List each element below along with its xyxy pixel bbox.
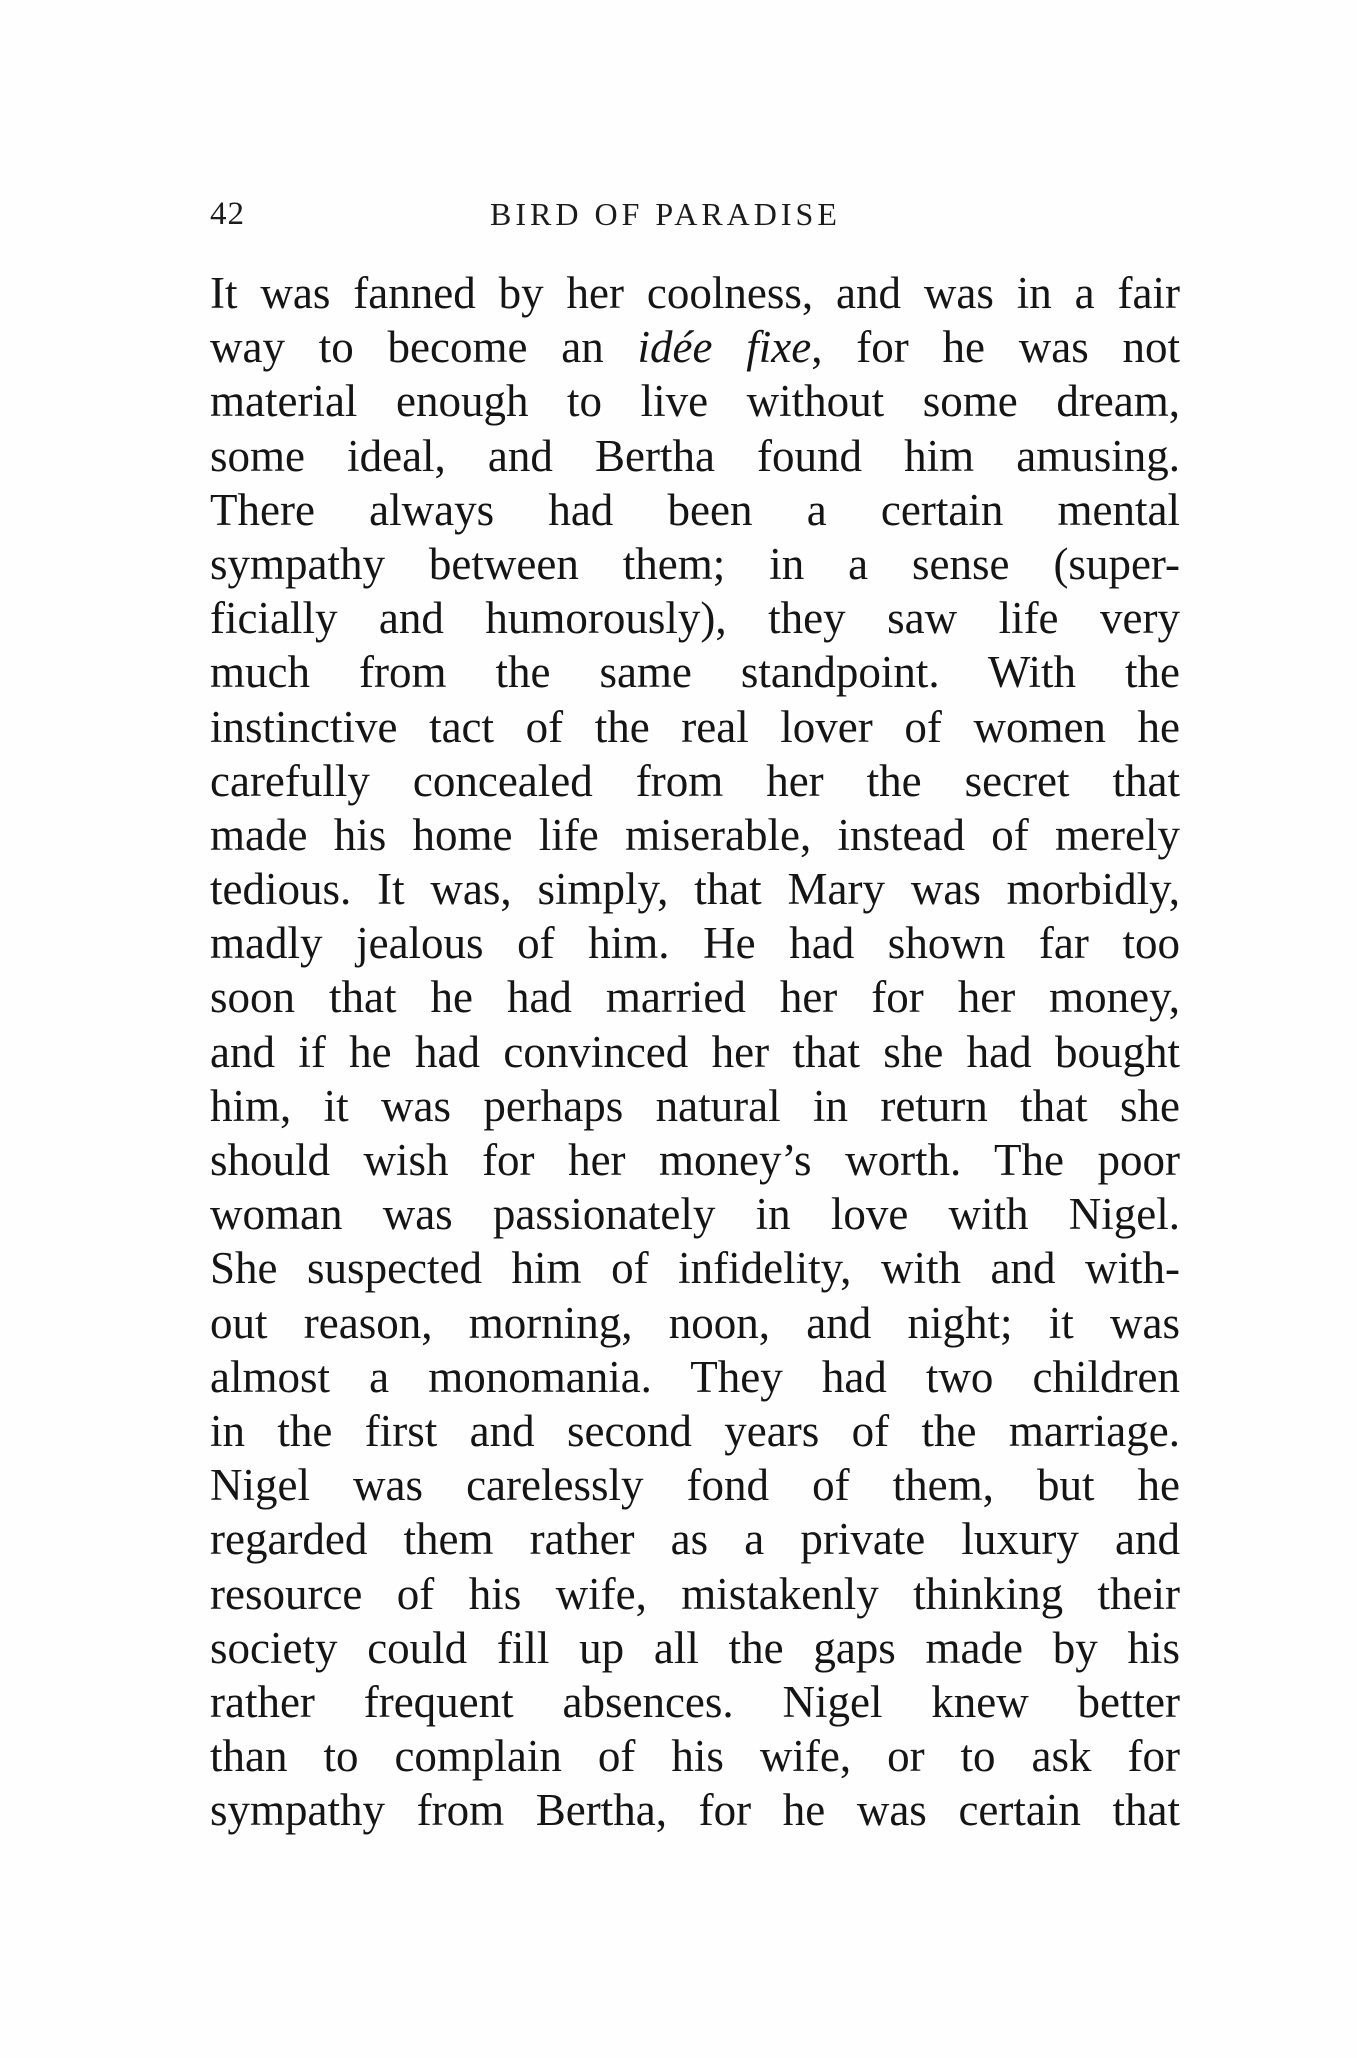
text-line: should wish for her money’s worth. The poor (210, 1135, 1180, 1185)
page-number: 42 (210, 196, 245, 232)
text-line: resource of his wife, mistakenly thinking their (210, 1568, 1180, 1619)
text-line: material enough to live without some dream, (210, 376, 1180, 427)
text-line: him, it was perhaps natural in return that she (210, 1080, 1180, 1131)
text-line: sympathy between them; in a sense (super- (210, 538, 1180, 589)
text-line: society could fill up all the gaps made by his (210, 1622, 1180, 1673)
text-line (210, 320, 1180, 374)
text-line: sympathy from Bertha, for he was certain that (210, 1785, 1180, 1836)
text-line: She suspected him of infidelity, with and with- (210, 1243, 1180, 1294)
text-segment: way to become an (210, 322, 638, 373)
text-line: rather frequent absences. Nigel knew better (210, 1676, 1180, 1727)
text-line: ficially and humorously), they saw life very (210, 593, 1180, 644)
text-line: tedious. It was, simply, that Mary was morbidly, (210, 864, 1180, 915)
text-line: almost a monomania. They had two children (210, 1351, 1180, 1402)
text-line: in the first and second years of the marriage. (210, 1405, 1180, 1456)
text-segment: It was fanned by her coolness, and was in a fair (210, 268, 1180, 318)
text-line: woman was passionately in love with Nigel. (210, 1189, 1180, 1240)
page-header (210, 196, 1175, 240)
text-line: There always had been a certain mental (210, 484, 1180, 535)
text-line: some ideal, and Bertha found him amusing. (210, 430, 1180, 481)
text-line: soon that he had married her for her money, (210, 972, 1180, 1023)
body-text (210, 266, 1180, 1837)
text-line: instinctive tact of the real lover of women he (210, 701, 1180, 752)
text-line: and if he had convinced her that she had bought (210, 1026, 1180, 1077)
text-line: regarded them rather as a private luxury and (210, 1514, 1180, 1565)
text-line: made his home life miserable, instead of merely (210, 809, 1180, 860)
text-line: madly jealous of him. He had shown far too (210, 918, 1180, 969)
text-segment: , for he was not (811, 322, 1180, 373)
text-line: much from the same standpoint. With the (210, 647, 1180, 698)
text-line (210, 266, 1180, 320)
running-title: BIRD OF PARADISE (490, 196, 841, 232)
text-line: carefully concealed from her the secret that (210, 755, 1180, 806)
text-line: out reason, morning, noon, and night; it was (210, 1297, 1180, 1348)
italic-phrase: idée fixe (637, 322, 812, 373)
text-line: Nigel was carelessly fond of them, but he (210, 1460, 1180, 1511)
text-line: than to complain of his wife, or to ask for (210, 1731, 1180, 1782)
